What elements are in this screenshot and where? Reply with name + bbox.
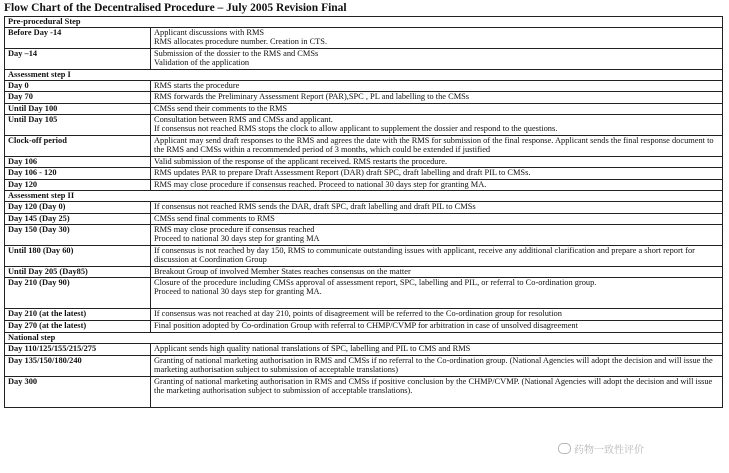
step-description [151, 168, 723, 180]
watermark-text: 药物一致性评价 [574, 445, 644, 456]
description-line: CMSs send their comments to the RMS [154, 104, 288, 113]
description-line: If consensus not reached RMS sends the DAR, draft SPC, draft labelling and draft PIL to CMSs [154, 202, 476, 211]
table-row [5, 104, 723, 115]
step-description [151, 104, 723, 115]
step-description [151, 356, 723, 377]
description-line: RMS allocates procedure number. Creation in CTS. [154, 37, 328, 47]
step-description [151, 225, 723, 246]
step-description [151, 28, 723, 49]
table-row [5, 344, 723, 356]
table-row [5, 246, 723, 267]
step-description [151, 81, 723, 92]
step-label: Day 110/125/155/215/275 [5, 344, 151, 356]
description-line: Granting of national marketing authorisation in RMS and CMSs if no referral to the Co-ordination group. (National Agencies will adopt the decision and will issue the marketing authorisation subject to submission of acceptable translations) [154, 356, 713, 375]
step-label: Day 70 [5, 92, 151, 104]
table-row [5, 225, 723, 246]
description-line: RMS updates PAR to prepare Draft Assessment Report (DAR) draft SPC, draft labelling and draft PIL to CMSs. [154, 168, 531, 177]
description-line: Valid submission of the response of the applicant received. RMS restarts the procedure. [154, 157, 448, 166]
description-line: RMS may close procedure if consensus reached [154, 225, 315, 234]
step-label: Day 120 (Day 0) [5, 202, 151, 214]
table-row [5, 356, 723, 377]
step-label: Day 120 [5, 180, 151, 191]
description-line: RMS forwards the Preliminary Assessment Report (PAR),SPC , PL and labelling to the CMSs [154, 92, 470, 101]
description-line: RMS starts the procedure [154, 81, 240, 90]
step-description [151, 214, 723, 225]
step-description [151, 202, 723, 214]
chat-bubble-icon [558, 443, 571, 454]
step-description [151, 377, 723, 408]
step-description [151, 321, 723, 333]
description-line: Applicant may send draft responses to the RMS and agrees the date with the RMS for submission of the final response. Applicant sends the final response document to the RMS and CMSs within a recommended period of 3 months, which could be extended if justified [154, 136, 714, 155]
description-line: CMSs send final comments to RMS [154, 214, 275, 223]
table-row [5, 267, 723, 278]
description-line: Validation of the application [154, 58, 250, 68]
section-row [5, 17, 723, 28]
step-description [151, 278, 723, 309]
step-label: Day 270 (at the latest) [5, 321, 151, 333]
table-row [5, 115, 723, 136]
step-description [151, 180, 723, 191]
step-description [151, 309, 723, 321]
step-description [151, 344, 723, 356]
description-line: Closure of the procedure including CMSs approval of assessment report, SPC, labelling and PIL, or referral to Co-ordination group. [154, 278, 597, 287]
description-line: If consensus is not reached by day 150, RMS to communicate outstanding issues with applicant, receive any additional clarification and prepare a short report for discussion at Coordination Group [154, 246, 695, 265]
description-line: RMS may close procedure if consensus reached. Proceed to national 30 days step for granting MA. [154, 180, 487, 189]
description-line: If consensus was not reached at day 210, points of disagreement will be referred to the Co-ordination group for resolution [154, 309, 562, 318]
section-row [5, 333, 723, 344]
table-row [5, 180, 723, 191]
description-line: If consensus not reached RMS stops the clock to allow applicant to supplement the dossier and respond to the questions. [154, 124, 558, 134]
step-label: Day 0 [5, 81, 151, 92]
section-heading: Assessment step II [5, 191, 723, 202]
watermark [558, 441, 644, 456]
description-line: Final position adopted by Co-ordination Group with referral to CHMP/CVMP for arbitration in case of unsolved disagreement [154, 321, 578, 330]
procedure-flow-table [4, 16, 723, 408]
table-row [5, 49, 723, 70]
step-label: Until Day 205 (Day85) [5, 267, 151, 278]
description-line: Proceed to national 30 days step for granting MA [154, 234, 320, 244]
step-label: Day 150 (Day 30) [5, 225, 151, 246]
document-title: Flow Chart of the Decentralised Procedure – July 2005 Revision Final [4, 2, 347, 14]
table-row [5, 136, 723, 157]
step-description [151, 115, 723, 136]
step-label: Day 210 (Day 90) [5, 278, 151, 309]
section-row [5, 191, 723, 202]
step-description [151, 92, 723, 104]
step-description [151, 136, 723, 157]
description-line: Consultation between RMS and CMSs and applicant. [154, 115, 333, 124]
step-label: Until Day 100 [5, 104, 151, 115]
table-row [5, 28, 723, 49]
table-row [5, 214, 723, 225]
step-label: Day 210 (at the latest) [5, 309, 151, 321]
step-label: Day 106 - 120 [5, 168, 151, 180]
step-label: Clock-off period [5, 136, 151, 157]
section-heading: Assessment step I [5, 70, 723, 81]
description-line: Proceed to national 30 days step for granting MA. [154, 287, 322, 297]
section-heading: National step [5, 333, 723, 344]
description-line: Granting of national marketing authorisation in RMS and CMSs if positive conclusion by the CHMP/CVMP. (National Agencies will adopt the decision and will issue the marketing authorisation subject to submission of acceptable translations). [154, 377, 713, 396]
step-label: Until 180 (Day 60) [5, 246, 151, 267]
description-line: Applicant sends high quality national translations of SPC, labelling and PIL to CMS and RMS [154, 344, 471, 353]
table-row [5, 92, 723, 104]
table-row [5, 168, 723, 180]
step-description [151, 157, 723, 168]
description-line: Applicant discussions with RMS [154, 28, 265, 37]
description-line: Submission of the dossier to the RMS and CMSs [154, 49, 319, 58]
step-label: Day 145 (Day 25) [5, 214, 151, 225]
step-label: Day 300 [5, 377, 151, 408]
table-row [5, 202, 723, 214]
table-row [5, 278, 723, 309]
step-label: Day 106 [5, 157, 151, 168]
table-row [5, 377, 723, 408]
step-description [151, 246, 723, 267]
description-line: Breakout Group of involved Member States reaches consensus on the matter [154, 267, 411, 276]
step-label: Until Day 105 [5, 115, 151, 136]
step-label: Day –14 [5, 49, 151, 70]
table-row [5, 321, 723, 333]
table-row [5, 81, 723, 92]
step-description [151, 267, 723, 278]
table-row [5, 157, 723, 168]
section-heading: Pre-procedural Step [5, 17, 723, 28]
step-description [151, 49, 723, 70]
step-label: Before Day -14 [5, 28, 151, 49]
table-row [5, 309, 723, 321]
section-row [5, 70, 723, 81]
step-label: Day 135/150/180/240 [5, 356, 151, 377]
